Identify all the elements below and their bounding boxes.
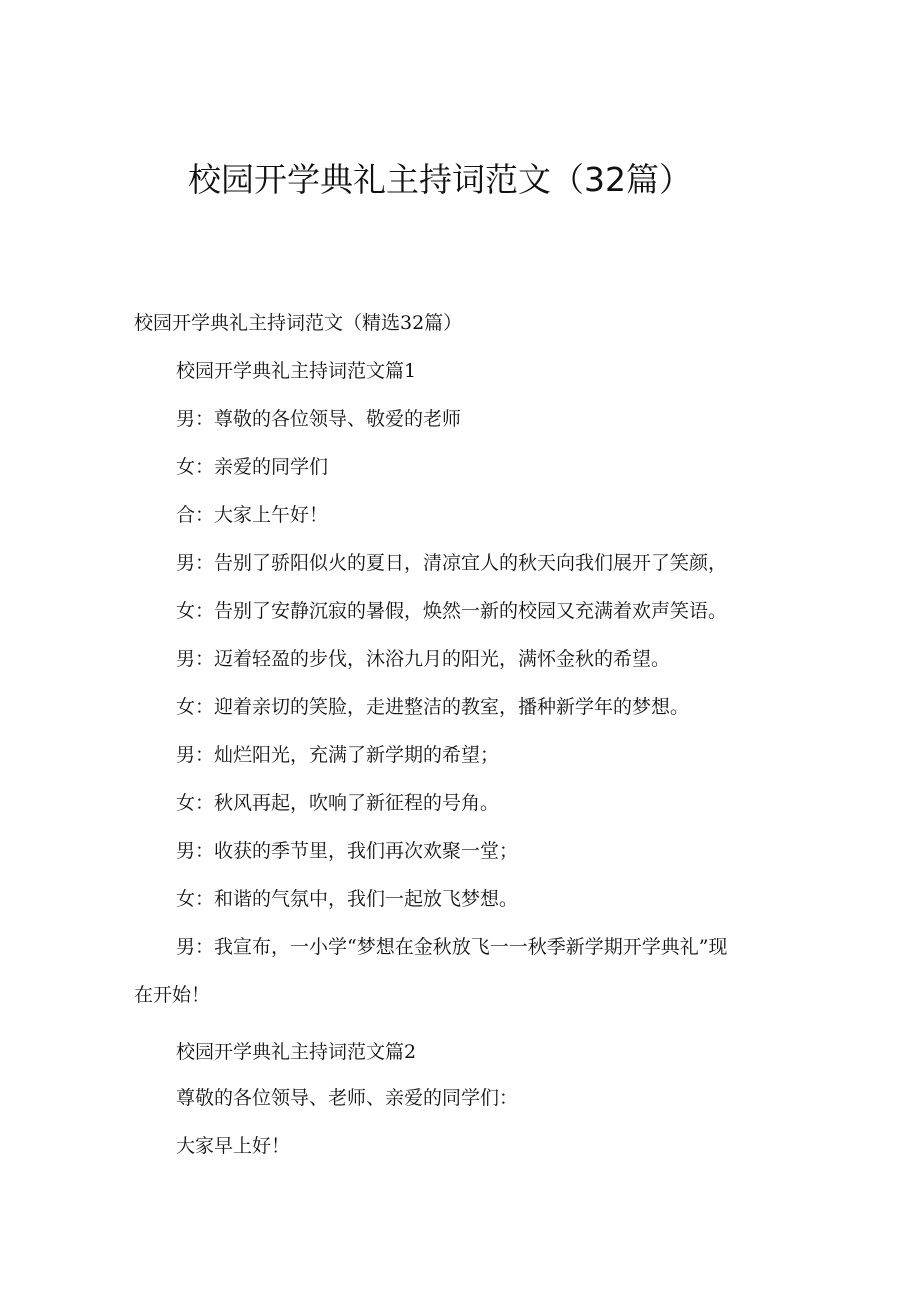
section-heading: 校园开学典礼主持词范文篇2 [176,1041,417,1063]
paragraph: 男：告别了骄阳似火的夏日，清凉宜人的秋天向我们展开了笑颜， [176,552,728,574]
paragraph: 女：告别了安静沉寂的暑假，焕然一新的校园又充满着欢声笑语。 [176,600,728,622]
paragraph-continuation: 在开始！ [134,984,211,1006]
paragraph: 男：迈着轻盈的步伐，沐浴九月的阳光，满怀金秋的希望。 [176,648,671,670]
paragraph: 女：和谐的气氛中，我们一起放飞梦想。 [176,888,519,910]
paragraph: 男：收获的季节里，我们再次欢聚一堂； [176,840,519,862]
paragraph: 男：我宣布，一小学“梦想在金秋放飞一一秋季新学期开学典礼”现 [176,936,728,958]
paragraph: 合：大家上午好！ [176,504,329,526]
paragraph: 尊敬的各位领导、老师、亲爱的同学们： [176,1087,519,1109]
section-heading: 校园开学典礼主持词范文篇1 [176,360,417,382]
paragraph: 大家早上好！ [176,1135,291,1157]
paragraph: 女：迎着亲切的笑脸，走进整洁的教室，播种新学年的梦想。 [176,696,690,718]
paragraph: 女：秋风再起，吹响了新征程的号角。 [176,792,500,814]
document-title: 校园开学典礼主持词范文（32篇） [188,160,692,199]
paragraph: 男：灿烂阳光，充满了新学期的希望； [176,744,500,766]
paragraph: 男：尊敬的各位领导、敬爱的老师 [176,408,462,430]
paragraph: 女：亲爱的同学们 [176,456,329,478]
document-subtitle: 校园开学典礼主持词范文（精选32篇） [134,312,463,334]
